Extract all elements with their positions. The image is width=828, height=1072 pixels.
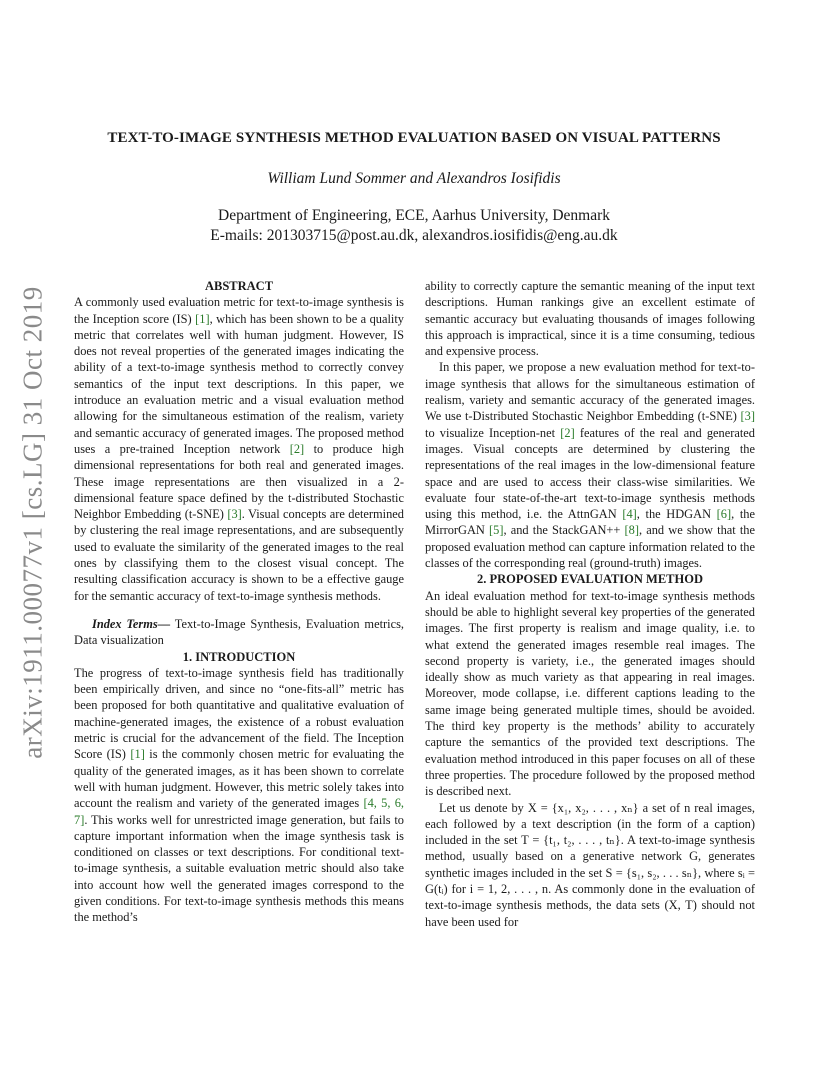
section-2-paragraph-2: Let us denote by X = {x₁, x₂, . . . , xₙ} a set of n real images, each followed by a text description (in the form of a caption) included in the set T = {t₁, t₂, . . . , tₙ}. A text-to-image synthesis method, usually based on a generative network G, generates synthetic images included in the set S = {s₁, s₂, . . . sₙ}, where sᵢ = G(tᵢ) for i = 1, 2, . . . , n. As commonly done in the evaluation of text-to-image synthesis methods, the data sets (X, T) should not have been used for [425,800,755,929]
intro2-text-a: In this paper, we propose a new evaluation method for text-to-image synthesis that allows for the simultaneous estimation of realism, variety and semantic accuracy of the generated images. We use t-Distributed Stochastic Neighbor Embedding (t-SNE) [425,360,755,424]
section-1-heading: 1. INTRODUCTION [182,649,296,664]
citation-link[interactable]: [2] [560,425,575,440]
citation-link[interactable]: [6] [716,507,732,522]
intro-text-1: The progress of text-to-image synthesis field has traditionally been empirically driven, and since no “one-fits-all” metric has been proposed for both quantitative and qualitative evaluation of machine-generated images, the existence of a robust evaluation metric is crucial for the advancement of the field. The Inception Score (IS) [74,665,404,762]
abstract-heading: ABSTRACT [204,279,274,293]
paper-authors: William Lund Sommer and Alexandros Iosifidis [267,170,561,187]
citation-link[interactable]: [4] [622,507,637,522]
intro2-text-e: , the MirrorGAN [425,507,755,538]
intro2-text-d: , the HDGAN [636,507,717,522]
abstract-text-3: to produce high dimensional representations for both real and generated images. These image representations are then visualized in a 2-dimensional feature space defined by the t-distributed Stochastic Neighbor Embedding (t-SNE) [74,441,404,522]
citation-link[interactable]: [8] [624,523,639,538]
left-column [74,278,404,926]
intro2-text-b: to visualize Inception-net [425,425,561,440]
paper-title: TEXT-TO-IMAGE SYNTHESIS METHOD EVALUATION BASED ON VISUAL PATTERNS [107,130,721,146]
citation-link[interactable]: [4, 5, 6, 7] [74,796,405,827]
intro-paragraph-2 [425,359,755,571]
intro-text-3: . This works well for unrestricted image generation, but fails to capture important information when the image synthesis task is conditioned on classes or text descriptions. For conditional text-to-image synthesis, a suitable evaluation metric should also take into account how well the generated images correspond to the given conditions. For text-to-image synthesis methods this means the method’s [74,812,404,925]
section-2-paragraph-1: An ideal evaluation method for text-to-image synthesis methods should be able to highlight several key properties of the generated images. The first property is realism and image quality, i.e. to what extend the generated images resemble real images. The second property is variety, i.e., the generated images should ideally show as much variety as that appearing in real images. Moreover, mode collapse, i.e. different captions leading to the same image being generated multiple times, should be avoided. The third key property is the methods’ ability to accurately capture the semantics of the provided text descriptions. The evaluation method introduced in this paper focuses on all of these three properties. The procedure followed by the proposed method is described next. [425,588,755,799]
abstract-text-2: , which has been shown to be a quality metric that correlates well with human judgment. However, IS does not reveal properties of the generated images indicating the ability of a text-to-image synthesis method to correctly convey semantics of the input text descriptions. In this paper, we introduce an evaluation metric and a visual evaluation method allowing for the simultaneous estimation of the realism, variety and semantic accuracy of generated images. The proposed method uses a pre-trained Inception network [74,311,405,456]
citation-link[interactable]: [5] [489,523,504,538]
affiliation-line-1: Department of Engineering, ECE, Aarhus University, Denmark [218,207,610,224]
affiliation [0,206,828,246]
abstract-text-4: . Visual concepts are determined by clustering the real image representations, and are subsequently used to evaluate the similarity of the generated images to the real ones by classifying them to the closest visual concept. The resulting classification accuracy is shown to be a effective gauge for the semantic accuracy of text-to-image synthesis methods. [74,507,404,603]
arxiv-stamp-text: arXiv:1911.00077v1 [cs.LG] 31 Oct 2019 [17,286,48,759]
citation-link[interactable]: [1] [195,311,210,326]
right-column [425,278,755,930]
section-2-heading: 2. PROPOSED EVALUATION METHOD [477,572,703,587]
intro2-text-c: features of the real and generated images. Visual concepts are determined by clustering the representations of the real images in the low-dimensional feature space and are used to access their class-wise similarities. We evaluate four state-of-the-art text-to-image synthesis methods using this method, i.e. the AttnGAN [425,425,755,522]
intro-continuation: ability to correctly capture the semantic meaning of the input text descriptions. Human rankings give an excellent estimate of semantic accuracy but evaluating thousands of images following this approach is impractical, since it is a time consuming, tedious and expensive process. [425,279,755,359]
citation-link[interactable]: [1] [130,747,145,762]
intro2-text-f: , and the StackGAN++ [503,523,625,538]
affiliation-line-2: E-mails: 201303715@post.au.dk, alexandros.iosifidis@eng.au.dk [210,227,618,244]
index-terms-label: Index Terms— [92,616,171,631]
citation-link[interactable]: [3] [740,409,755,424]
arxiv-stamp [12,285,54,760]
intro2-text-g: , and we show that the proposed evaluation method can capture information related to the classes of the corresponding real (ground-truth) images. [425,523,755,571]
abstract-text-1: A commonly used evaluation metric for text-to-image synthesis is the Inception score (IS) [74,295,404,326]
intro-text-2: is the commonly chosen metric for evaluating the quality of the generated images, as it has been shown to correlate well with human judgment. However, this metric solely takes into account the realism and variety of the generated images [74,747,404,811]
index-terms-text: Text-to-Image Synthesis, Evaluation metrics, Data visualization [74,616,404,648]
intro-body [74,665,404,926]
abstract-body [74,294,404,604]
citation-link[interactable]: [3] [227,507,242,522]
index-terms [74,616,404,649]
citation-link[interactable]: [2] [289,441,305,456]
